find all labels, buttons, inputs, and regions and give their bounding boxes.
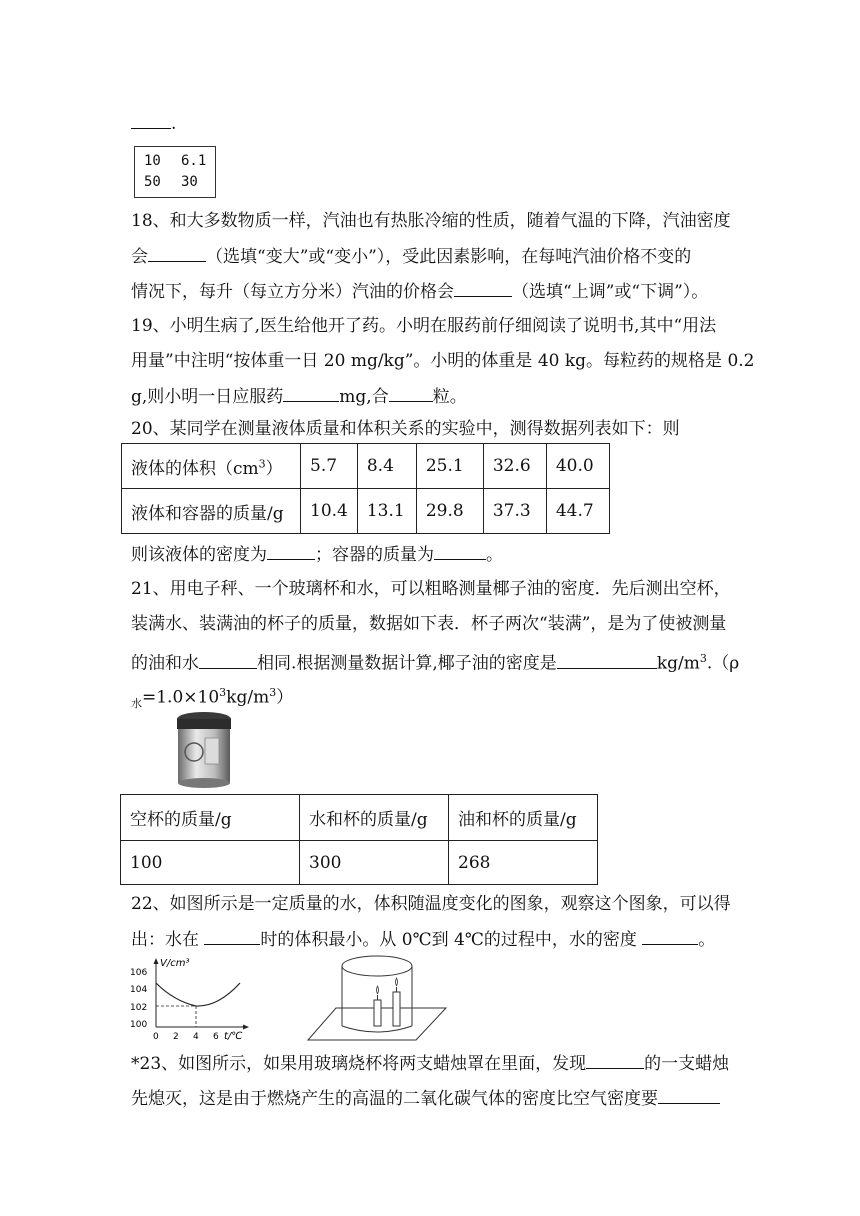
q18-line-2: 会 （选填“变大”或“变小”），受此因素影响，在每吨汽油价格不变的 [131, 247, 692, 267]
volume-temperature-graph [128, 955, 250, 1041]
q21-blank-1 [199, 652, 257, 669]
q17-box-value: 6.1 [181, 153, 207, 169]
table-cell: 100 [121, 841, 300, 885]
q23-blank-1 [586, 1052, 644, 1069]
table-cell: 25.1 [416, 444, 483, 489]
q22-line-1: 22、如图所示是一定质量的水，体积随温度变化的图象，观察这个图象，可以得 [131, 894, 731, 914]
table-cell: 32.6 [483, 444, 546, 489]
candles-under-beaker-figure [306, 950, 448, 1044]
q19-line-1: 19、小明生病了,医生给他开了药。小明在服药前仔细阅读了说明书,其中“用法 [131, 316, 717, 336]
q19-blank-2 [389, 385, 433, 402]
q22-blank-2 [642, 928, 698, 945]
q18-blank-2 [454, 280, 512, 297]
table-row [121, 841, 598, 885]
graph-xlabel: t/℃ [224, 1031, 243, 1041]
table-header-cell: 液体的体积$(cm^3)$ [122, 444, 301, 489]
table-header-cell: 空杯的质量/g [121, 795, 300, 841]
graph-xtick: 2 [173, 1032, 179, 1041]
q17-blank [131, 112, 171, 129]
coconut-oil-jar-image [172, 710, 236, 790]
graph-ytick: 102 [130, 1003, 148, 1013]
graph-curve [156, 983, 240, 1006]
table-cell: 8.4 [357, 444, 416, 489]
q21-line-2: 装满水、装满油的杯子的质量，数据如下表．杯子两次“装满”，是为了使被测量 [131, 614, 727, 634]
table-cell: 300 [300, 841, 449, 885]
table-header-cell: 水和杯的质量/g [300, 795, 449, 841]
q22-blank-1 [204, 928, 260, 945]
graph-ytick: 104 [130, 985, 148, 995]
q17-answer-line: . [131, 112, 176, 135]
table-cell: 40.0 [546, 444, 609, 489]
table-cell: 268 [449, 841, 598, 885]
table-row [121, 795, 598, 841]
q17-box-value: 50 [144, 174, 161, 190]
q19-blank-1 [283, 385, 339, 402]
q20-blank-2 [434, 543, 486, 560]
table-cell: 13.1 [357, 489, 416, 534]
q22-line-2: 出：水在 时的体积最小。从 0℃到 4℃的过程中，水的密度 。 [131, 930, 716, 950]
table-cell: 10.4 [301, 489, 358, 534]
q17-box-value: 30 [181, 174, 198, 190]
table-cell: 44.7 [546, 489, 609, 534]
table-row [122, 489, 610, 534]
table-row [122, 444, 610, 489]
graph-xtick: 6 [213, 1032, 219, 1041]
q21-data-table [120, 794, 598, 885]
q18-line-1: 18、和大多数物质一样，汽油也有热胀冷缩的性质，随着气温的下降，汽油密度 [131, 211, 731, 231]
q21-blank-2 [557, 652, 657, 669]
graph-ytick: 106 [130, 968, 148, 978]
q20-data-table [121, 443, 610, 534]
q17-figure-box [134, 146, 216, 198]
q21-line-4: $_水=1.0\times 10^3kg/m^3$） [131, 686, 294, 711]
table-cell: 5.7 [301, 444, 358, 489]
q18-blank-1 [148, 245, 206, 262]
q20-question: 则该液体的密度为 ；容器的质量为 。 [131, 545, 503, 565]
q20-blank-1 [267, 543, 315, 560]
q23-line-1: *23、如图所示，如果用玻璃烧杯将两支蜡烛罩在里面，发现 的一支蜡烛 [131, 1054, 730, 1074]
q19-line-3: g,则小明一日应服药 mg,合 粒。 [131, 387, 467, 407]
graph-ytick: 100 [130, 1020, 148, 1030]
q19-line-2: 用量”中注明“按体重一日 20 mg/kg”。小明的体重是 40 kg。每粒药的规格是 0.2 [131, 351, 755, 371]
q23-line-2: 先熄灭，这是由于燃烧产生的高温的二氧化碳气体的密度比空气密度要 [131, 1087, 720, 1110]
q20-intro: 20、某同学在测量液体质量和体积关系的实验中，测得数据列表如下：则 [131, 419, 680, 439]
q18-line-3: 情况下，每升（每立方分米）汽油的价格会 （选填“上调”或“下调”）。 [131, 282, 709, 302]
table-header-cell: 液体和容器的质量/g [122, 489, 301, 534]
graph-xtick: 0 [153, 1032, 159, 1041]
q23-blank-2 [658, 1087, 720, 1104]
graph-xtick: 4 [193, 1032, 199, 1041]
table-cell: 37.3 [483, 489, 546, 534]
graph-ylabel: V/cm³ [160, 958, 190, 969]
table-cell: 29.8 [416, 489, 483, 534]
q17-box-value: 10 [144, 153, 161, 169]
table-header-cell: 油和杯的质量/g [449, 795, 598, 841]
q21-line-1: 21、用电子秤、一个玻璃杯和水，可以粗略测量椰子油的密度．先后测出空杯， [131, 579, 731, 599]
q21-line-3: 的油和水 相同.根据测量数据计算,椰子油的密度是 $kg/m^3.(\rho$ [131, 652, 740, 674]
